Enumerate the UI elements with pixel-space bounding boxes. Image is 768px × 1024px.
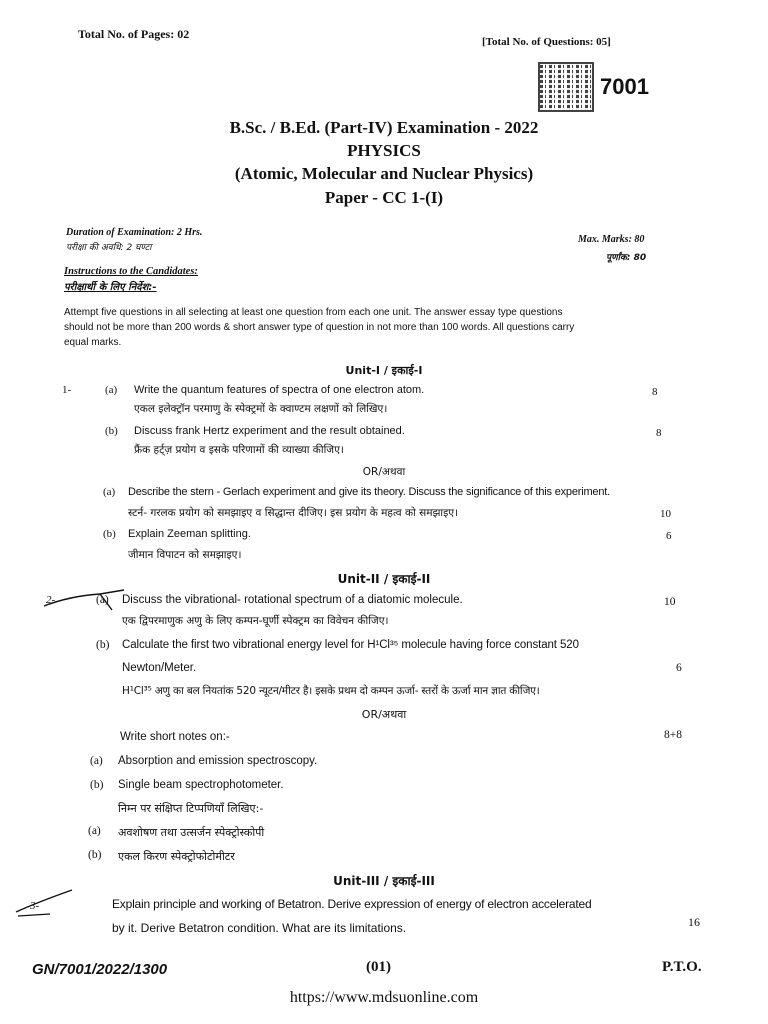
question-text: Explain Zeeman splitting. — [128, 528, 251, 540]
short-note-item: Absorption and emission spectroscopy. — [118, 755, 318, 767]
paper-title: Paper - CC 1-(I) — [324, 188, 444, 207]
max-marks-hi: पूर्णांक: 80 — [606, 253, 647, 263]
option-label: (a) — [88, 825, 101, 837]
instructions-line-3: equal marks. — [64, 337, 122, 348]
question-text-hi: एकल इलेक्ट्रॉन परमाणु के स्पेक्ट्रमों के क्वाण्टम लक्षणों को लिखिए। — [134, 403, 388, 415]
question-text-hi: H¹Cl³⁵ अणु का बल नियतांक 520 न्यूटन/मीटर है। इसके प्रथम दो कम्पन ऊर्जा- स्तरों के ऊर्जा मान ज्ञात कीजिए। — [122, 685, 540, 697]
or-divider: OR/अथवा — [362, 466, 406, 478]
total-pages: Total No. of Pages: 02 — [78, 27, 190, 41]
marks: 8 — [656, 427, 662, 439]
unit-1-heading: Unit-I / इकाई-I — [345, 364, 423, 377]
unit-2-heading: Unit-II / इकाई-II — [337, 572, 431, 586]
question-text-hi: जीमान विपाटन को समझाइए। — [128, 549, 242, 561]
option-label: (b) — [96, 639, 110, 651]
paper-code: 7001 — [600, 74, 649, 99]
unit-3-heading: Unit-III / इकाई-III — [333, 874, 435, 888]
question-text: Explain principle and working of Betatron. Derive expression of energy of electron accelerated — [112, 897, 592, 911]
option-label: (b) — [105, 425, 118, 437]
subject-title: PHYSICS — [347, 141, 421, 160]
option-label: (b) — [103, 528, 116, 540]
question-text: Discuss frank Hertz experiment and the result obtained. — [134, 425, 405, 437]
option-label: (a) — [96, 594, 109, 606]
duration-en: Duration of Examination: 2 Hrs. — [66, 227, 203, 238]
question-number: 1- — [62, 384, 72, 396]
marks: 10 — [660, 508, 671, 520]
pto-label: P.T.O. — [662, 959, 702, 975]
marks: 10 — [664, 596, 676, 608]
marks: 6 — [666, 530, 672, 542]
or-divider: OR/अथवा — [361, 708, 407, 721]
option-label: (a) — [103, 486, 116, 498]
handwritten-check-mark — [14, 886, 84, 922]
qr-code-icon — [540, 64, 592, 110]
short-notes-instruction-hi: निम्न पर संक्षिप्त टिप्पणियाँ लिखिए:- — [118, 802, 264, 815]
instructions-heading: Instructions to the Candidates: — [64, 266, 198, 277]
total-questions: [Total No. of Questions: 05] — [482, 36, 611, 48]
short-note-item-hi: अवशोषण तथा उत्सर्जन स्पेक्ट्रोस्कोपी — [118, 826, 265, 839]
option-label: (b) — [88, 849, 102, 861]
option-label: (b) — [90, 779, 104, 791]
marks: 8+8 — [664, 729, 682, 741]
instructions-line-1: Attempt five questions in all selecting at least one question from each one unit. The answer essay type questions — [64, 307, 563, 318]
question-text: Discuss the vibrational- rotational spectrum of a diatomic molecule. — [122, 594, 463, 606]
page-number: (01) — [366, 959, 391, 975]
course-title: (Atomic, Molecular and Nuclear Physics) — [234, 164, 534, 183]
option-label: (a) — [90, 755, 103, 767]
question-text-hi: स्टर्न- गरलक प्रयोग को समझाइए व सिद्धान्त दीजिए। इस प्रयोग के महत्व को समझाइए। — [128, 507, 459, 519]
marks: 6 — [676, 662, 682, 674]
question-text: by it. Derive Betatron condition. What are its limitations. — [112, 921, 407, 935]
short-note-item-hi: एकल किरण स्पेक्ट्रोफोटोमीटर — [118, 850, 235, 863]
question-number: 3- — [30, 900, 40, 912]
marks: 16 — [688, 915, 700, 929]
exam-title: B.Sc. / B.Ed. (Part-IV) Examination - 2022 — [229, 118, 539, 137]
duration-hi: परीक्षा की अवधि: 2 घण्टा — [66, 243, 152, 253]
marks: 8 — [652, 386, 658, 398]
max-marks-en: Max. Marks: 80 — [578, 234, 645, 245]
instructions-heading-hi: परीक्षार्थी के लिए निर्देश:- — [64, 282, 157, 293]
question-number: 2- — [46, 594, 56, 606]
option-label: (a) — [105, 384, 118, 396]
question-text: Calculate the first two vibrational energy level for H¹Cl³⁵ molecule having force constant 520 — [122, 639, 579, 651]
question-text: Newton/Meter. — [122, 662, 197, 674]
short-note-item: Single beam spectrophotometer. — [118, 779, 284, 791]
question-text: Write the quantum features of spectra of one electron atom. — [134, 384, 425, 396]
question-text: Describe the stern - Gerlach experiment and give its theory. Discuss the significance of this experiment. — [128, 486, 610, 498]
footer-code: GN/7001/2022/1300 — [32, 961, 168, 978]
footer-url: https://www.mdsuonline.com — [289, 989, 479, 1006]
short-notes-instruction: Write short notes on:- — [120, 731, 230, 743]
question-text-hi: एक द्विपरमाणुक अणु के लिए कम्पन-घूर्णी स्पेक्ट्रम का विवेचन कीजिए। — [122, 615, 389, 627]
instructions-line-2: should not be more than 200 words & short answer type of question in not more than 100 words. All questions carry — [64, 322, 575, 333]
question-text-hi: फ्रैंक हर्ट्ज़ प्रयोग व इसके परिणामों की व्याख्या कीजिए। — [134, 444, 344, 456]
